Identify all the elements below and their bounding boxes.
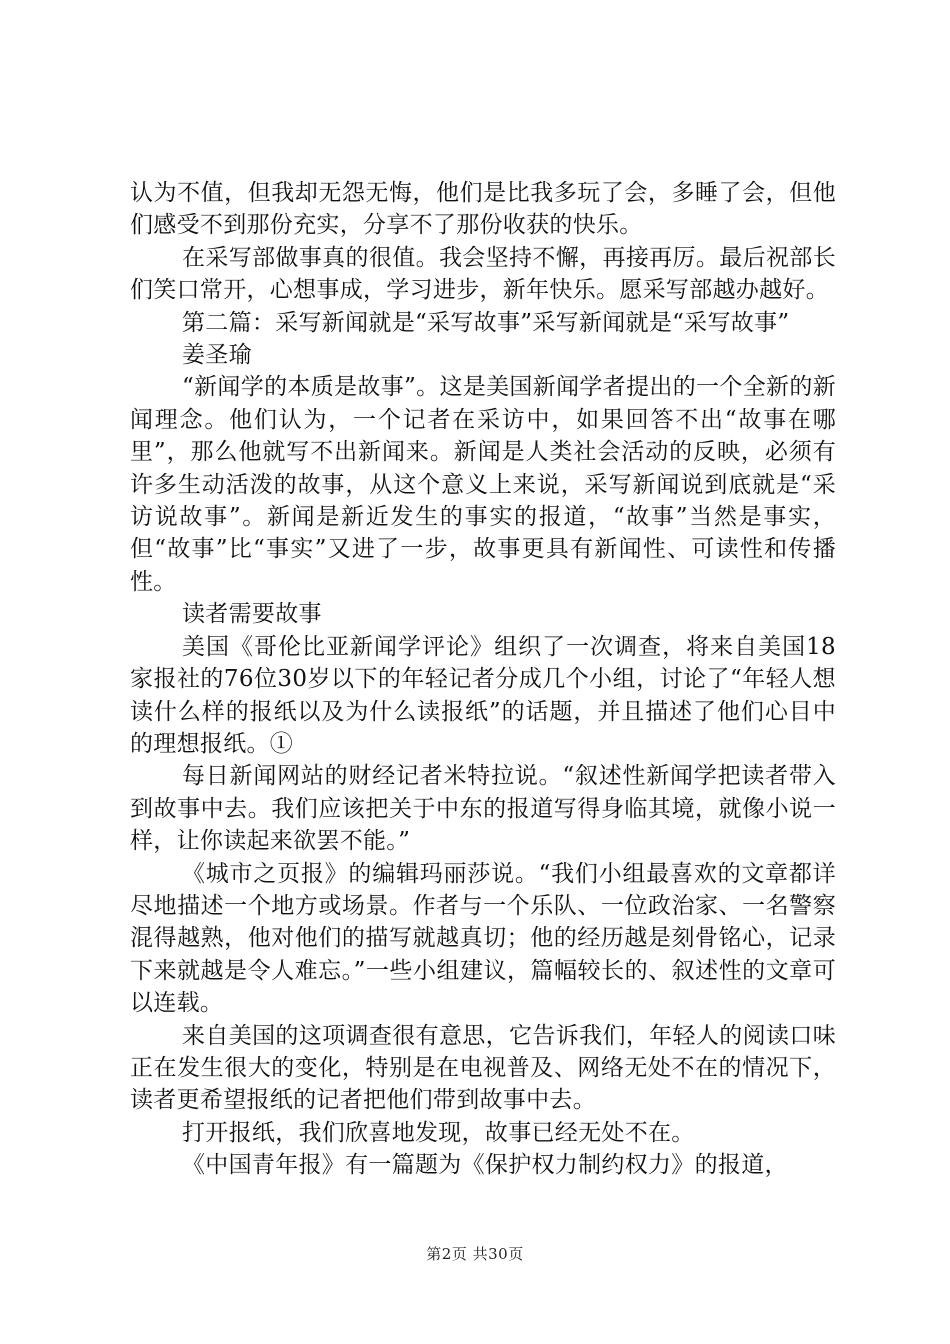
paragraph-survey-meaning: 来自美国的这项调查很有意思，它告诉我们，年轻人的阅读口味正在发生很大的变化，特别是在电视普及、网络无处不在的情况下，读者更希望报纸的记者把他们带到故事中去。 <box>130 1022 836 1114</box>
section-heading: 第二篇：采写新闻就是“采写故事”采写新闻就是“采写故事” <box>182 309 790 336</box>
document-body <box>130 177 836 1182</box>
paragraph-mitra: 每日新闻网站的财经记者米特拉说。“叙述性新闻学把读者带入到故事中去。我们应该把关于中东的报道写得身临其境，就像小说一样，让你读起来欲罢不能。” <box>130 763 836 855</box>
page-number-footer: 第2页 共30页 <box>426 1245 524 1263</box>
paragraph-2: 在采写部做事真的很值。我会坚持不懈，再接再厉。最后祝部长们笑口常开，心想事成，学习进步，新年快乐。愿采写部越办越好。 <box>130 244 836 304</box>
paragraph-marissa: 《城市之页报》的编辑玛丽莎说。“我们小组最喜欢的文章都详尽地描述一个地方或场景。作者与一个乐队、一位政治家、一名警察混得越熟，他对他们的描写就越真切；他的经历越是刻骨铭心，记录下来就越是令人难忘。”一些小组建议，篇幅较长的、叙述性的文章可以连载。 <box>130 860 836 1017</box>
paragraph-intro: “新闻学的本质是故事”。这是美国新闻学者提出的一个全新的新闻理念。他们认为，一个记者在采访中，如果回答不出“故事在哪里”，那么他就写不出新闻来。新闻是人类社会活动的反映，必须有许多生动活泼的故事，从这个意义上来说，采写新闻说到底就是“采访说故事”。新闻是新近发生的事实的报道，“故事”当然是事实，但“故事”比“事实”又进了一步，故事更具有新闻性、可读性和传播性。 <box>130 374 836 595</box>
paragraph-1: 认为不值，但我却无怨无悔，他们是比我多玩了会，多睡了会，但他们感受不到那份充实，分享不了那份收获的快乐。 <box>130 180 836 239</box>
subheading-readers-need-stories: 读者需要故事 <box>182 601 322 628</box>
paragraph-china-youth-daily: 《中国青年报》有一篇题为《保护权力制约权力》的报道， <box>182 1152 788 1179</box>
paragraph-newspaper: 打开报纸，我们欣喜地发现，故事已经无处不在。 <box>182 1119 695 1146</box>
author-name: 姜圣瑜 <box>182 342 252 369</box>
paragraph-survey: 美国《哥伦比亚新闻学评论》组织了一次调查，将来自美国18家报社的76位30岁以下的年轻记者分成几个小组，讨论了“年轻人想读什么样的报纸以及为什么读报纸”的话题，并且描述了他们心目中的理想报纸。① <box>130 633 836 757</box>
